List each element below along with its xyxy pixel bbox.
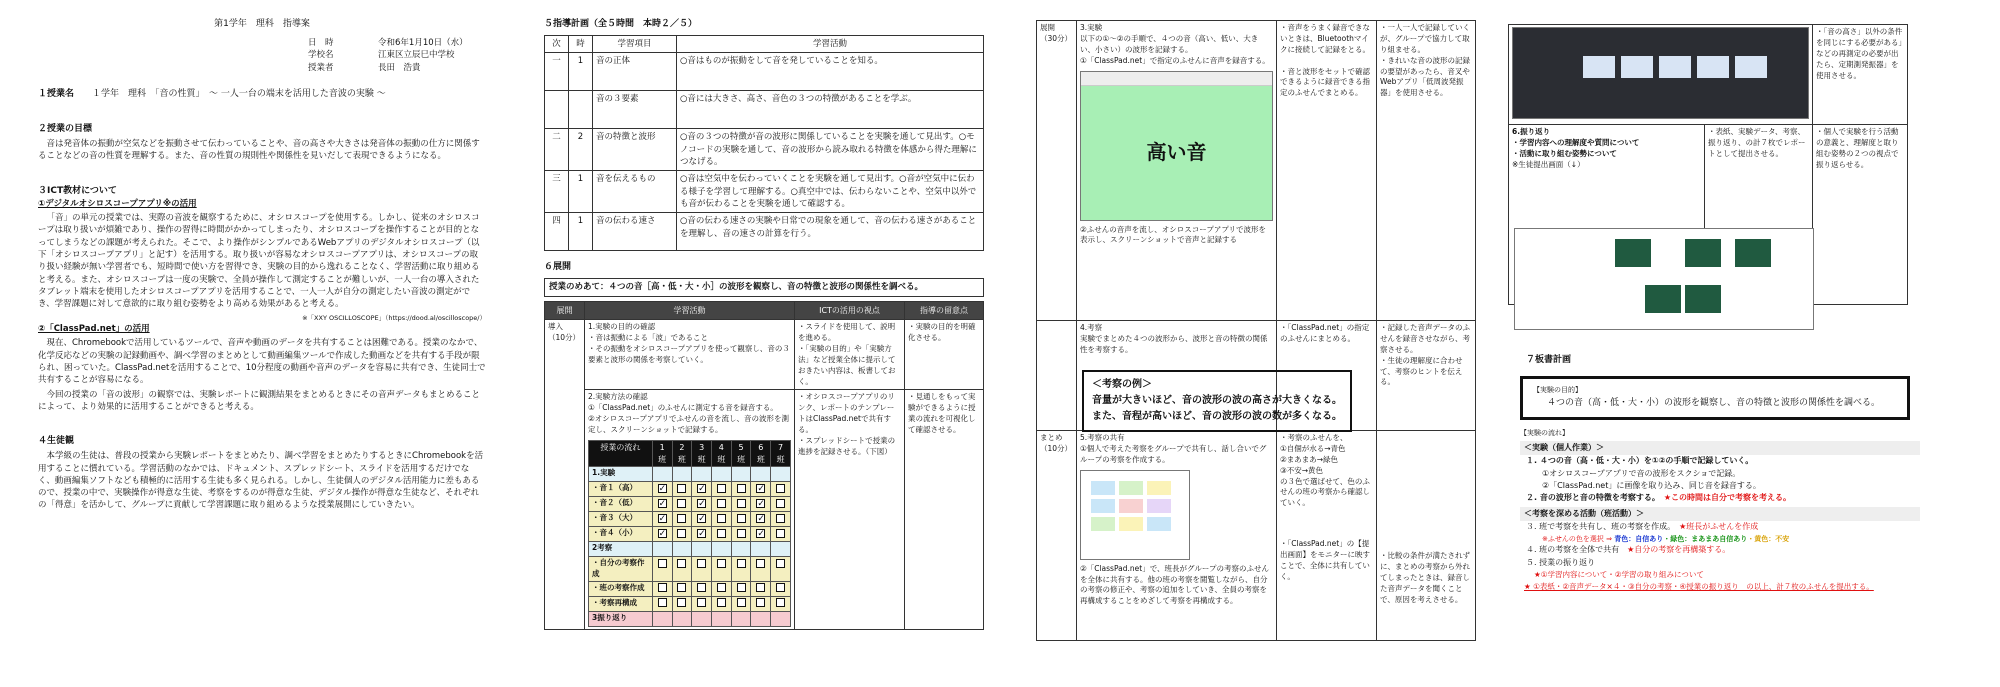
checkbox[interactable] xyxy=(697,514,706,523)
high-sound-label: 高い音 xyxy=(1081,86,1272,220)
board-plan xyxy=(1520,376,1910,420)
checkbox[interactable] xyxy=(776,499,785,508)
checkbox[interactable] xyxy=(756,484,765,493)
checkbox[interactable] xyxy=(737,529,746,538)
checkbox[interactable] xyxy=(776,514,785,523)
checkbox[interactable] xyxy=(658,499,667,508)
section-3-title: ３ICT教材について xyxy=(38,185,117,196)
progress-sheet xyxy=(588,440,791,627)
checkbox[interactable] xyxy=(756,499,765,508)
lesson-goal: 授業のめあて：４つの音［高・低・大・小］の波形を観察し、音の特徴と波形の関係性を調べる。 xyxy=(544,278,984,296)
flow-row: ・考察再構成 xyxy=(589,596,791,611)
checkbox[interactable] xyxy=(658,529,667,538)
checkbox[interactable] xyxy=(717,484,726,493)
checkbox[interactable] xyxy=(756,529,765,538)
flow-header: 3班 xyxy=(692,440,712,466)
section-5-title: ５指導計画（全５時間 本時２／５） xyxy=(544,19,698,29)
checkbox[interactable] xyxy=(658,559,667,568)
plan-row: 二 2 音の特徴と波形 ○音の３つの特徴が音の波形に関係していることを実験を通して見出す。○モノコードの実験を通して、音の波形から読み取れる特徴を体感から得た理解につなげる。 xyxy=(545,129,984,171)
student-submission-screenshot xyxy=(1514,228,1814,330)
checkbox[interactable] xyxy=(717,529,726,538)
checkbox[interactable] xyxy=(717,598,726,607)
dev-header: 学習活動 xyxy=(585,301,795,320)
plan-row: 三 1 音を伝えるもの ○音は空気中を伝わっていくことを実験を通して見出す。○音が空気中に伝わる様子を学習して理解する。○真空中では、伝わらないことや、空気中以外でも音が伝わることを実験を通して確認する。 xyxy=(545,171,984,213)
dev-header: ICTの活用の視点 xyxy=(795,301,905,320)
dev-method-note: ・見通しをもって実験ができるように授業の流れを可視化して確認させる。 xyxy=(905,390,984,629)
checkbox[interactable] xyxy=(697,499,706,508)
board-purpose-label: 【実験の目的】 xyxy=(1533,386,1582,394)
checkbox[interactable] xyxy=(697,529,706,538)
flow-row: ・音１（高） ✓ ✓ ✓ xyxy=(589,482,791,497)
checkbox[interactable] xyxy=(717,583,726,592)
plan-header: 学習項目 xyxy=(593,36,677,53)
checkbox[interactable] xyxy=(677,514,686,523)
dev-top-screen xyxy=(1509,25,1813,125)
dev-share-note: ・比較の条件が満たされずに、まとめの考察から外れてしまったときは、録音した音声データを聞くことで、原因を考えさせる。 xyxy=(1377,431,1476,641)
dev-header: 指導の留意点 xyxy=(905,301,984,320)
checkbox[interactable] xyxy=(717,499,726,508)
dev-share-activity: 5.考察の共有 ①個人で考えた考察をグループで共有し、話し合いでグループの考察を作成する。 ②「ClassPad.net」で、班長がグループの考察のふせんを全体に共有する。他の班の考察を閲覧しながら、自分の考察の修正や、考察の追加をしていき、全員の考察を再構成することをめざして考察を再構成する。 xyxy=(1077,431,1277,641)
flow-row: ・自分の考察作成 xyxy=(589,557,791,582)
dev-consider-ict: ・「ClassPad.net」の指定のふせんにまとめる。 xyxy=(1277,321,1377,431)
development-table-cont xyxy=(1036,20,1476,641)
checkbox[interactable] xyxy=(717,514,726,523)
dev-reflect-activity: 6.振り返り ・学習内容への理解度や質問について ・活動に取り組む姿勢について ※生徒提出画面（↓） xyxy=(1509,125,1705,305)
section-3-text3: 今回の授業の「音の波形」の観察では、実験レポートに観測結果をまとめるときにその音声データもまとめることによって、より効果的に活用することができると考える。 xyxy=(38,389,481,412)
plan-header: 次 xyxy=(545,36,569,53)
section-1-title: １授業名 １学年 理科 「音の性質」 〜 一人一台の端末を活用した音波の実験 〜 xyxy=(38,88,386,99)
checkbox[interactable] xyxy=(677,583,686,592)
consideration-example: ＜考察の例＞ 音量が大きいほど、音の波形の波の高さが大きくなる。 また、音程が高いほど、音の波形の波の数が多くなる。 xyxy=(1082,370,1352,432)
section-6-title: ６展開 xyxy=(544,262,572,273)
checkbox[interactable] xyxy=(776,559,785,568)
flow-header: 1班 xyxy=(652,440,672,466)
plan-header: 学習活動 xyxy=(677,36,984,53)
dev-exp-ict: ・音声をうまく録音できないときは、Bluetoothマイクに接続して記録をとる。 ・音と波形をセットで確認できるように録音できる指定のふせんでまとめる。 xyxy=(1277,21,1377,321)
plan-header: 時 xyxy=(569,36,593,53)
board-flow: 【実験の流れ】 ＜実験（個人作業）＞ １. ４つの音（高・低・大・小）を①②の手順で記録していく。 ①オシロスコープアプリで音の波形をスクショで記録。 ②「ClassPad.net」に画像を取り込み、同じ音を録音する。 ２. 音の波形と音の特徴を考察する。 ★この時間は自分で考察を考える。 ＜考察を深める活動（班活動）＞ ３. 班で考察を共有し、班の考察を作成。 ★班長がふせんを作成 ※ふせんの色を選択 ⇒ 青色：自信あり・緑色：まあまあ自信あり・黄色：不安 ４. 班の考察を全体で共有 ★自分の考察を再構築する。 ５. 授業の振り返り ★①学習内容について・②学習の取り組みについて ★ ①表紙・②音声データ×４・③自分の考察・④授業の振り返り の以上、計７枚のふせんを提出する。 xyxy=(1520,428,1920,592)
checkbox[interactable] xyxy=(677,484,686,493)
dev-top-note: ・「音の高さ」以外の条件を同じにする必要がある」などの再測定の必要が出たら、定期測発振器」を使用させる。 xyxy=(1813,25,1908,125)
checkbox[interactable] xyxy=(697,484,706,493)
dev-consider-activity: 4.考察 実験でまとめた４つの波形から、波形と音の特徴の関係性を考察する。 xyxy=(1077,321,1277,431)
flow-row: ・班の考察作成 xyxy=(589,581,791,596)
flow-row: 1.実験 xyxy=(589,467,791,482)
flow-row: 3振り返り xyxy=(589,611,791,626)
checkbox[interactable] xyxy=(717,559,726,568)
section-3-sub2: ②「ClassPad.net」の活用 xyxy=(38,323,150,334)
checkbox[interactable] xyxy=(677,559,686,568)
dev-reflect-note: ・個人で実験を行う活動の意義と、理解度と取り組む姿勢の２つの視点で振り返らせる。 xyxy=(1813,125,1908,305)
checkbox[interactable] xyxy=(737,583,746,592)
section-4-text: 本学級の生徒は、普段の授業から実験レポートをまとめたり、調べ学習をまとめたりするときにChromebookを活用することに慣れている。学習活動のなかでは、ドキュメント、スプレッドシート、スライドを活用するだけでなく、動画編集ソフトなども積極的に活用する生徒も多く見られる。しかし、生徒個人のデジタル活用能力に差もあるので、授業の中で、実験操作が得意な生徒、考察をするのが得意な生徒、デジタル操作が得意な生徒など、それぞれの「得意」を活かして、グループに貢献して学習課題に取り組めるような授業展開にしていきたい。 xyxy=(38,451,484,511)
dev-share-ict: ・考察のふせんを、 ①自個が水る→青色 ②まあまあ→緑色 ③不安→黄色 の３色で選ばせて、色のふせんの班の考察から確認していく。 ・「ClassPad.net」の【提出画面】をモニターに映すことで、全体に共有していく。 xyxy=(1277,431,1377,641)
dev-intro-ict: ・スライドを使用して、説明を進める。 ・「実験の目的」や「実験方法」など授業全体に提示しておきたい内容は、板書しておく。 xyxy=(795,320,905,390)
dev-exp-label: 展開 （30分） xyxy=(1037,21,1077,321)
checkbox[interactable] xyxy=(776,583,785,592)
flow-header: 7班 xyxy=(771,440,791,466)
flow-header: 授業の流れ xyxy=(589,440,653,466)
checkbox[interactable] xyxy=(697,598,706,607)
page-3 xyxy=(1030,0,1500,687)
flow-row: ・音４（小） ✓ ✓ ✓ xyxy=(589,527,791,542)
meta-date: 日 時 令和6年1月10日（水） xyxy=(308,38,468,49)
checkbox[interactable] xyxy=(756,514,765,523)
development-table xyxy=(544,301,984,630)
app-screenshot xyxy=(1080,71,1273,221)
checkbox[interactable] xyxy=(697,559,706,568)
flow-header: 5班 xyxy=(731,440,751,466)
section-3-text2: 現在、Chromebookで活用しているツールで、音声や動画のデータを共有することは困難である。授業のなかで、化学反応などの実験の記録動画や、調べ学習のまとめとして動画編集ツールで作成した動画などを共有する手段が限られ、困っていた。ClassPad.netを活用することで、10分程度の動画や音声のデータを容易に共有でき、生徒同士で共有することが容易になる。 xyxy=(38,338,486,386)
meta-school: 学校名 江東区立辰巳中学校 xyxy=(308,50,455,61)
flow-row: 2考察 xyxy=(589,542,791,557)
checkbox[interactable] xyxy=(737,484,746,493)
meta-teacher: 授業者 長田 浩貴 xyxy=(308,62,421,73)
plan-row: 一 1 音の正体 ○音はものが振動をして音を発していることを知る。 xyxy=(545,53,984,91)
header-meta xyxy=(308,37,486,74)
checkbox[interactable] xyxy=(776,484,785,493)
section-2-text: 音は発音体の振動が空気などを振動させて伝わっていることや、音の高さや大きさは発音体の振動の仕方に関係することなどの音の性質を理解する。また、音の性質の規則性や関係性を見いだして表現できるようになる。 xyxy=(38,139,480,162)
checkbox[interactable] xyxy=(677,499,686,508)
dev-exp-activity: 3.実験 以下の①〜②の手順で、４つの音（高い、低い、大きい、小さい）の波形を記録する。 ①「ClassPad.net」で指定のふせんに音声を録音する。 高い音 ②ふせんの音声を流し、オシロスコープアプリで波形を表示し、スクリーンショットで音声と記録する xyxy=(1077,21,1277,321)
page-1 xyxy=(0,0,500,687)
dev-consider-note: ・記録した音声データのふせんを録音させながら、考察させる。 ・生徒の理解度に合わせて、考察のヒントを伝える。 xyxy=(1377,321,1476,431)
plan-row: 音の３要素 ○音には大きさ、高さ、音色の３つの特徴があることを学ぶ。 xyxy=(545,91,984,129)
checkbox[interactable] xyxy=(697,583,706,592)
section-7-title: ７板書計画 xyxy=(1526,355,1572,365)
checkbox[interactable] xyxy=(756,583,765,592)
checkbox[interactable] xyxy=(776,529,785,538)
dev-intro-label: 導入 （10分） xyxy=(545,320,585,630)
section-3-text1: 「音」の単元の授業では、実際の音波を観察するために、オシロスコープを使用する。しかし、従来のオシロスコープは取り扱いが煩雑であり、操作の習得に時間がかかってしまったり、オシロスコープを操作することが目的となってしまうなどの課題が考えられた。そこで、より操作がシンプルであるWebアプリのデジタルオシロスコープ（以下「オシロスコープアプリ」と記す）を活用する。取り扱いが容易なオシロスコープアプリは、オシロスコープの取り扱い経験が無い学習者でも、短時間で使い方を習得でき、実験の目的から逸れることなく、学習活動に取り組めると考える。また、オシロスコープは一度の実験で、全員が操作して測定することが難しいが、一人一台の導入されたタブレット端末を使用したオシロスコープアプリを活用することで、一人一人が自分の測定したい音波の測定ができ、学習課題に対して意欲的に取り組む姿勢をより高める効果があると考える。 xyxy=(38,213,480,310)
page-4 xyxy=(1500,0,2000,687)
checkbox[interactable] xyxy=(658,514,667,523)
board-purpose: ４つの音（高・低・大・小）の波形を観察し、音の特徴と波形の関係性を調べる。 xyxy=(1547,398,1881,409)
flow-row: ・音３（大） ✓ ✓ ✓ xyxy=(589,512,791,527)
checkbox[interactable] xyxy=(658,484,667,493)
dev-intro-note: ・実験の目的を明確化させる。 xyxy=(905,320,984,390)
dev-method-activity: 2.実験方法の確認 ①「ClassPad.net」のふせんに測定する音を録音する。 ②オシロスコープアプリでふせんの音を流し、音の波形を測定し、スクリーンショットで記録する。 授業の流れ 1班 2班 3班 4班 5班 6班 7班 1.実験 ・音１（高） ✓ ✓ ✓ ・音２（低） ✓ ✓ ✓ ・音３（大） ✓ ✓ ✓ ・音４（小） ✓ ✓ ✓ 2考察 ・自分の考察作成 ・班の考察作成 ・考察再構成 3振り返り xyxy=(585,390,795,629)
checkbox[interactable] xyxy=(776,598,785,607)
plan-table xyxy=(544,35,984,251)
dev-sum-label: まとめ （10分） xyxy=(1037,431,1077,641)
flow-header: 4班 xyxy=(711,440,731,466)
checkbox[interactable] xyxy=(677,529,686,538)
flow-row: ・音２（低） ✓ ✓ ✓ xyxy=(589,497,791,512)
plan-row: 四 1 音の伝わる速さ ○音の伝わる速さの実験や日常での現象を通して、音の伝わる速さがあることを理解し、音の速さの計算を行う。 xyxy=(545,213,984,251)
page-2 xyxy=(520,0,998,687)
checkbox[interactable] xyxy=(677,598,686,607)
dev-reflect-ict: ・表紙、実験データ、考察、振り返り、の計７枚でレポートとして提出させる。 xyxy=(1705,125,1813,305)
checkbox[interactable] xyxy=(756,559,765,568)
section-2-title: ２授業の目標 xyxy=(38,124,93,135)
document-header: 第1学年 理科 指導案 xyxy=(214,19,310,29)
dev-header: 展開 xyxy=(545,301,585,320)
dev-intro-activity: 1.実験の目的の確認 ・音は振動による「波」であること ・その振動をオシロスコープアプリを使って観察し、音の３要素と波形の関係を考察していく。 xyxy=(585,320,795,390)
section-3-sub1: ①デジタルオシロスコープアプリ※の活用 xyxy=(38,198,197,209)
section-4-title: ４生徒観 xyxy=(38,436,75,447)
flow-header: 2班 xyxy=(672,440,692,466)
dev-method-ict: ・オシロスコープアプリのリンク、レポートのテンプレートはClassPad.netで共有する。 ・スプレッドシートで授業の進捗を記録させる。（下図） xyxy=(795,390,905,629)
checkbox[interactable] xyxy=(737,559,746,568)
checkbox[interactable] xyxy=(756,598,765,607)
dev-exp-note: ・一人一人で記録していくが、グループで協力して取り組ませる。 ・きれいな音の波形の記録の要望があったら、音叉やWebアプリ「低周波発振器」を使用させる。 xyxy=(1377,21,1476,321)
oscilloscope-app-screenshot xyxy=(1512,27,1809,119)
checkbox[interactable] xyxy=(658,583,667,592)
flow-header: 6班 xyxy=(751,440,771,466)
checkbox[interactable] xyxy=(737,499,746,508)
checkbox[interactable] xyxy=(658,598,667,607)
checkbox[interactable] xyxy=(737,514,746,523)
sticky-board-screenshot xyxy=(1080,470,1190,560)
checkbox[interactable] xyxy=(737,598,746,607)
section-3-note: ※「XXY OSCILLOSCOPE」（https://dood.al/oscilloscope/） xyxy=(302,313,486,322)
